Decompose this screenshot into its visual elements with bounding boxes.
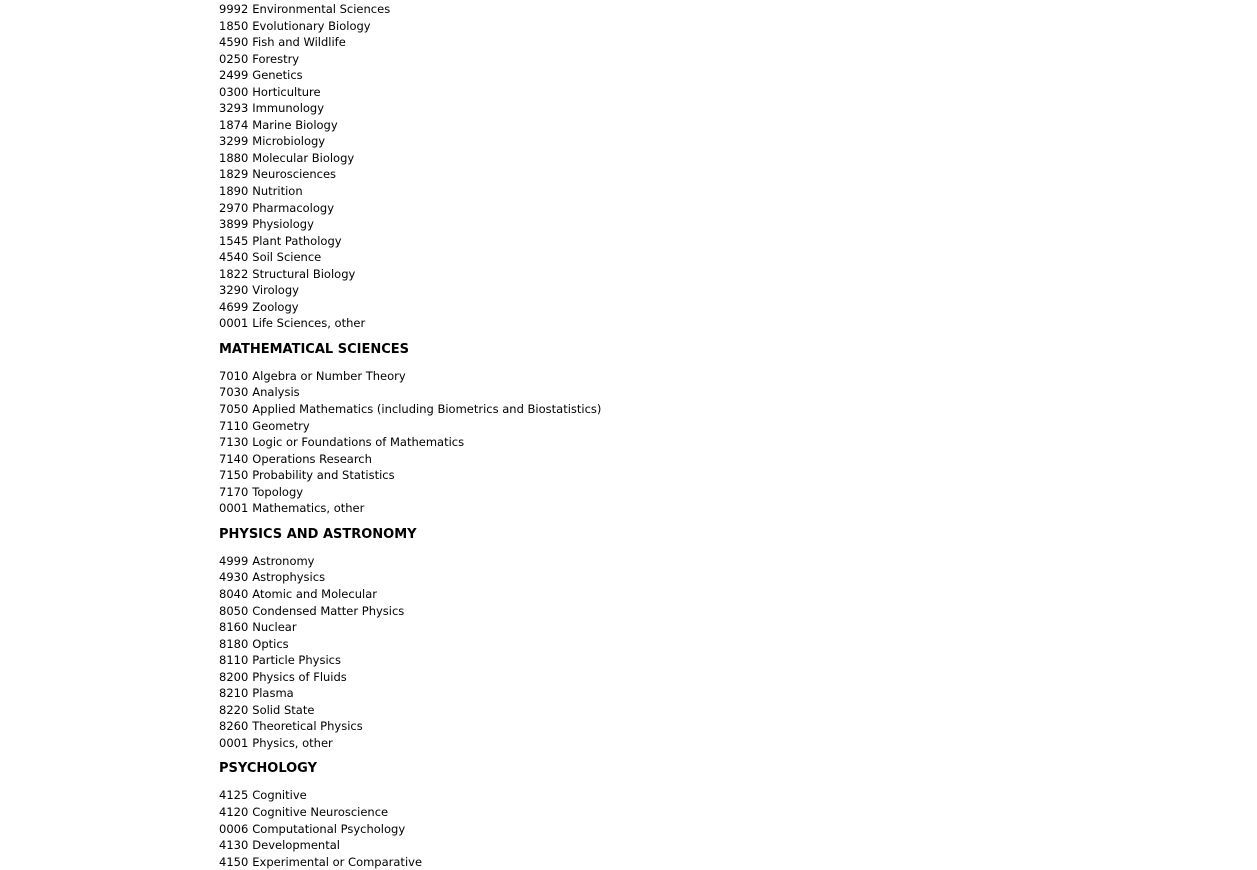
field-code-item (219, 603, 1219, 620)
field-code-item (219, 315, 1219, 332)
field-code: 4540 (219, 250, 249, 265)
field-name: Solid State (252, 702, 315, 717)
field-name: Probability and Statistics (252, 468, 395, 483)
field-name: Experimental or Comparative (252, 854, 423, 869)
field-name: Horticulture (252, 84, 321, 99)
field-code-item (219, 84, 1219, 101)
field-code-item (219, 299, 1219, 316)
field-name: Applied Mathematics (including Biometrics and Biostatistics) (252, 402, 602, 417)
field-name: Pharmacology (252, 200, 335, 215)
field-name: Zoology (252, 299, 299, 314)
field-name: Environmental Sciences (252, 2, 391, 16)
section-heading: PSYCHOLOGY (219, 761, 317, 777)
field-name: Immunology (252, 101, 325, 116)
field-name: Astronomy (252, 553, 315, 568)
field-name: Developmental (252, 838, 340, 853)
field-code: 0001 (219, 316, 249, 331)
field-code: 4590 (219, 35, 249, 50)
field-name: Plasma (252, 686, 294, 701)
field-code-item (219, 484, 1219, 501)
field-name: Cognitive (252, 788, 307, 803)
field-code: 7150 (219, 468, 249, 483)
field-name: Mathematics, other (252, 501, 365, 516)
field-code-item (219, 434, 1219, 451)
field-code-item (219, 837, 1219, 854)
field-name: Nuclear (252, 620, 297, 635)
field-code: 1545 (219, 233, 249, 248)
field-name: Optics (252, 636, 289, 651)
field-code-item (219, 368, 1219, 385)
field-code-item (219, 619, 1219, 636)
field-name: Logic or Foundations of Mathematics (252, 435, 465, 450)
field-code-item (219, 586, 1219, 603)
field-name: Atomic and Molecular (252, 586, 377, 601)
field-code-list (219, 1, 1219, 870)
field-code-item (219, 166, 1219, 183)
field-code-item (219, 100, 1219, 117)
field-code-item (219, 200, 1219, 217)
field-code-item (219, 718, 1219, 735)
field-name: Forestry (252, 51, 300, 66)
field-code-item (219, 702, 1219, 719)
field-name: Plant Pathology (252, 233, 342, 248)
field-name: Computational Psychology (252, 821, 406, 836)
field-name: Condensed Matter Physics (252, 603, 405, 618)
field-code: 4930 (219, 570, 249, 585)
field-name: Topology (252, 484, 304, 499)
field-code-item (219, 266, 1219, 283)
field-code: 0300 (219, 84, 249, 99)
field-code: 8040 (219, 586, 249, 601)
field-name: Physics of Fluids (252, 669, 347, 684)
field-code: 7130 (219, 435, 249, 450)
field-code-item (219, 735, 1219, 752)
field-code-item (219, 67, 1219, 84)
field-code-item (219, 1, 1219, 18)
field-code-item (219, 150, 1219, 167)
field-code-item (219, 685, 1219, 702)
field-code-item (219, 418, 1219, 435)
field-name: Genetics (252, 68, 303, 83)
field-name: Cognitive Neuroscience (252, 804, 389, 819)
field-code: 7110 (219, 418, 249, 433)
field-code-item (219, 183, 1219, 200)
field-code: 3290 (219, 283, 249, 298)
field-code: 4130 (219, 838, 249, 853)
field-name: Astrophysics (252, 570, 326, 585)
field-code: 1850 (219, 18, 249, 33)
field-code-item (219, 282, 1219, 299)
field-name: Physics, other (252, 735, 333, 750)
field-name: Soil Science (252, 250, 322, 265)
field-code-item (219, 652, 1219, 669)
field-code: 1822 (219, 266, 249, 281)
field-code-item (219, 249, 1219, 266)
field-code: 4150 (219, 854, 249, 869)
field-code: 1829 (219, 167, 249, 182)
field-name: Neurosciences (252, 167, 337, 182)
field-name: Geometry (252, 418, 310, 433)
field-name: Evolutionary Biology (252, 18, 371, 33)
field-name: Virology (252, 283, 299, 298)
field-code-item (219, 384, 1219, 401)
field-name: Microbiology (252, 134, 326, 149)
section-heading: MATHEMATICAL SCIENCES (219, 341, 410, 357)
field-name: Particle Physics (252, 653, 341, 668)
field-code: 4699 (219, 299, 249, 314)
field-name: Fish and Wildlife (252, 35, 346, 50)
section-heading: PHYSICS AND ASTRONOMY (219, 526, 417, 542)
field-name: Physiology (252, 217, 314, 232)
field-code: 4999 (219, 553, 249, 568)
field-name: Analysis (252, 385, 300, 400)
field-code: 8110 (219, 653, 249, 668)
field-code-item (219, 51, 1219, 68)
field-code-item (219, 669, 1219, 686)
field-code: 1880 (219, 150, 249, 165)
field-code-item (219, 451, 1219, 468)
field-code: 8220 (219, 702, 249, 717)
field-code: 7030 (219, 385, 249, 400)
field-code: 7010 (219, 368, 249, 383)
field-name: Molecular Biology (252, 150, 355, 165)
field-code: 0250 (219, 51, 249, 66)
field-code: 8180 (219, 636, 249, 651)
field-code-item (219, 233, 1219, 250)
field-code-item (219, 500, 1219, 517)
field-code: 2499 (219, 68, 249, 83)
field-code: 7140 (219, 451, 249, 466)
field-name: Nutrition (252, 184, 303, 199)
field-name: Operations Research (252, 451, 372, 466)
field-name: Algebra or Number Theory (252, 368, 406, 383)
field-code-item (219, 854, 1219, 870)
field-code-item (219, 133, 1219, 150)
field-code: 7050 (219, 402, 249, 417)
field-name: Life Sciences, other (252, 316, 366, 331)
field-code: 8050 (219, 603, 249, 618)
field-code-item (219, 467, 1219, 484)
field-code-item (219, 18, 1219, 35)
field-code-item (219, 117, 1219, 134)
field-code: 1874 (219, 117, 249, 132)
field-code: 8210 (219, 686, 249, 701)
field-code: 1890 (219, 184, 249, 199)
field-code-item (219, 553, 1219, 570)
field-code: 8200 (219, 669, 249, 684)
field-code-item (219, 216, 1219, 233)
field-code-item (219, 34, 1219, 51)
field-code: 4120 (219, 804, 249, 819)
field-code-item (219, 821, 1219, 838)
field-code: 9992 (219, 2, 249, 16)
field-code: 3899 (219, 217, 249, 232)
field-code: 7170 (219, 484, 249, 499)
field-code: 3299 (219, 134, 249, 149)
field-code: 8260 (219, 719, 249, 734)
field-name: Marine Biology (252, 117, 338, 132)
field-code-item (219, 787, 1219, 804)
field-code: 2970 (219, 200, 249, 215)
field-name: Theoretical Physics (252, 719, 363, 734)
field-code-item (219, 636, 1219, 653)
field-code-item (219, 569, 1219, 586)
field-code: 3293 (219, 101, 249, 116)
field-code: 0006 (219, 821, 249, 836)
field-code-item (219, 401, 1219, 418)
field-code: 4125 (219, 788, 249, 803)
field-code: 0001 (219, 501, 249, 516)
field-code-item (219, 804, 1219, 821)
field-code: 0001 (219, 735, 249, 750)
field-code: 8160 (219, 620, 249, 635)
field-name: Structural Biology (252, 266, 356, 281)
